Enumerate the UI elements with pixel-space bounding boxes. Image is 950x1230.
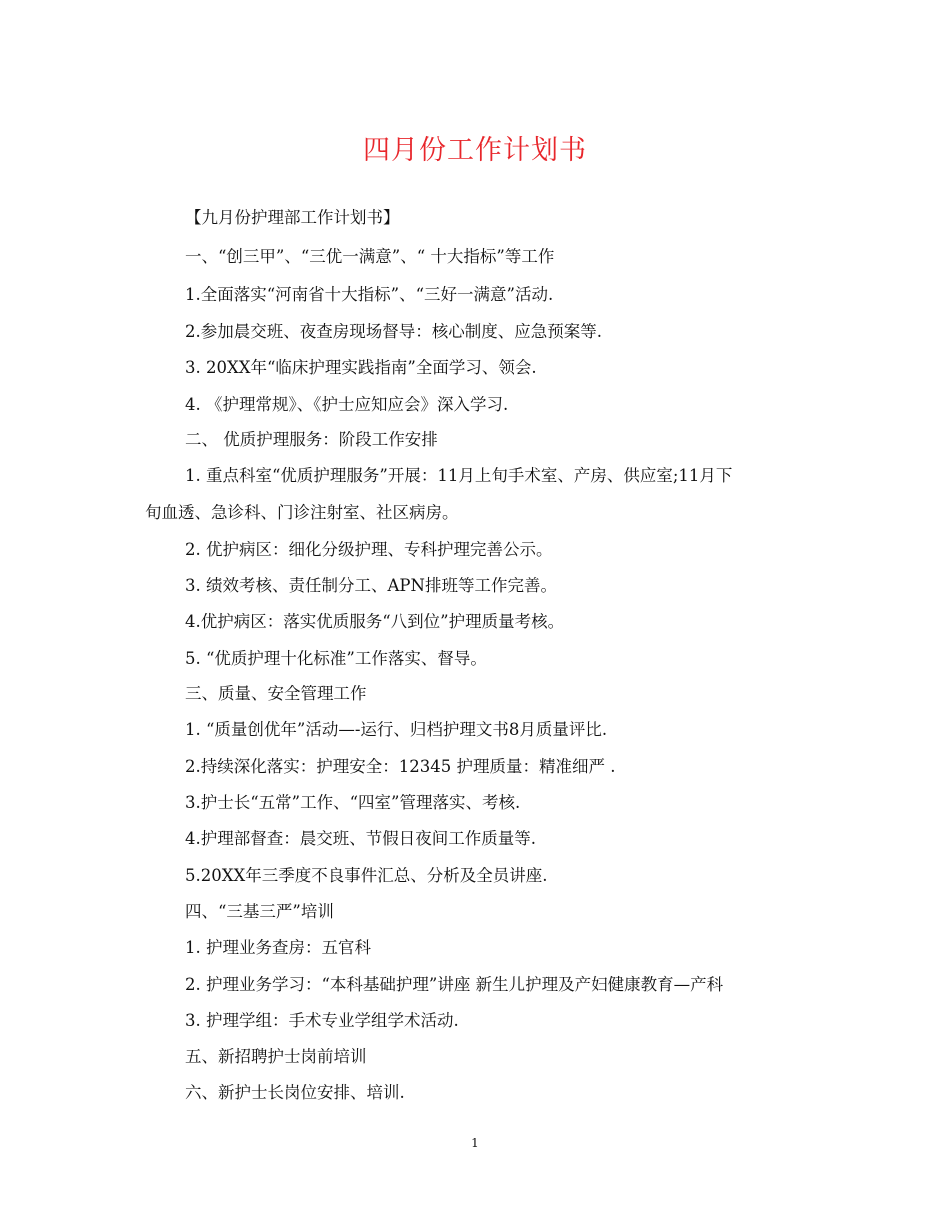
list-item: 3. 护理学组：手术专业学组学术活动. xyxy=(185,1011,459,1030)
list-item: 4.优护病区：落实优质服务“八到位”护理质量考核。 xyxy=(185,612,565,631)
list-item: 3. 绩效考核、责任制分工、APN排班等工作完善。 xyxy=(185,576,557,595)
list-item: 3.护士长“五常”工作、“四室”管理落实、考核. xyxy=(185,793,521,812)
list-item: 2.参加晨交班、夜查房现场督导：核心制度、应急预案等. xyxy=(185,322,602,341)
list-item: 1. 护理业务查房：五官科 xyxy=(185,938,371,957)
list-item: 1.全面落实“河南省十大指标”、“三好一满意”活动. xyxy=(185,285,554,304)
list-item: 2. 护理业务学习：“本科基础护理”讲座 新生儿护理及产妇健康教育—产科 xyxy=(185,975,724,994)
list-item: 3. 20XX年“临床护理实践指南”全面学习、领会. xyxy=(185,358,537,377)
list-item: 4.护理部督查：晨交班、节假日夜间工作质量等. xyxy=(185,829,536,848)
section-heading: 五、新招聘护士岗前培训 xyxy=(185,1047,367,1066)
list-item: 1. “质量创优年”活动—-运行、归档护理文书8月质量评比. xyxy=(185,720,608,739)
list-item: 2. 优护病区：细化分级护理、专科护理完善公示。 xyxy=(185,540,553,559)
list-item: 1. 重点科室“优质护理服务”开展：11月上旬手术室、产房、供应室;11月下 xyxy=(185,466,733,485)
section-heading: 二、 优质护理服务：阶段工作安排 xyxy=(185,430,438,449)
page-title: 四月份工作计划书 xyxy=(363,135,587,166)
section-heading: 三、质量、安全管理工作 xyxy=(185,684,367,703)
page-number: 1 xyxy=(471,1136,479,1150)
section-heading: 一、“创三甲”、“三优一满意”、“ 十大指标”等工作 xyxy=(185,247,555,266)
section-heading: 【九月份护理部工作计划书】 xyxy=(185,208,400,227)
section-heading: 四、“三基三严”培训 xyxy=(185,902,334,921)
section-heading: 六、新护士长岗位安排、培训. xyxy=(185,1083,405,1102)
list-item: 2.持续深化落实：护理安全：12345 护理质量：精准细严 . xyxy=(185,757,616,776)
list-item: 4. 《护理常规》、《护士应知应会》深入学习. xyxy=(185,395,509,414)
list-item: 5. “优质护理十化标准”工作落实、督导。 xyxy=(185,649,487,668)
list-item-continuation: 旬血透、急诊科、门诊注射室、社区病房。 xyxy=(145,503,459,522)
list-item: 5.20XX年三季度不良事件汇总、分析及全员讲座. xyxy=(185,866,548,885)
